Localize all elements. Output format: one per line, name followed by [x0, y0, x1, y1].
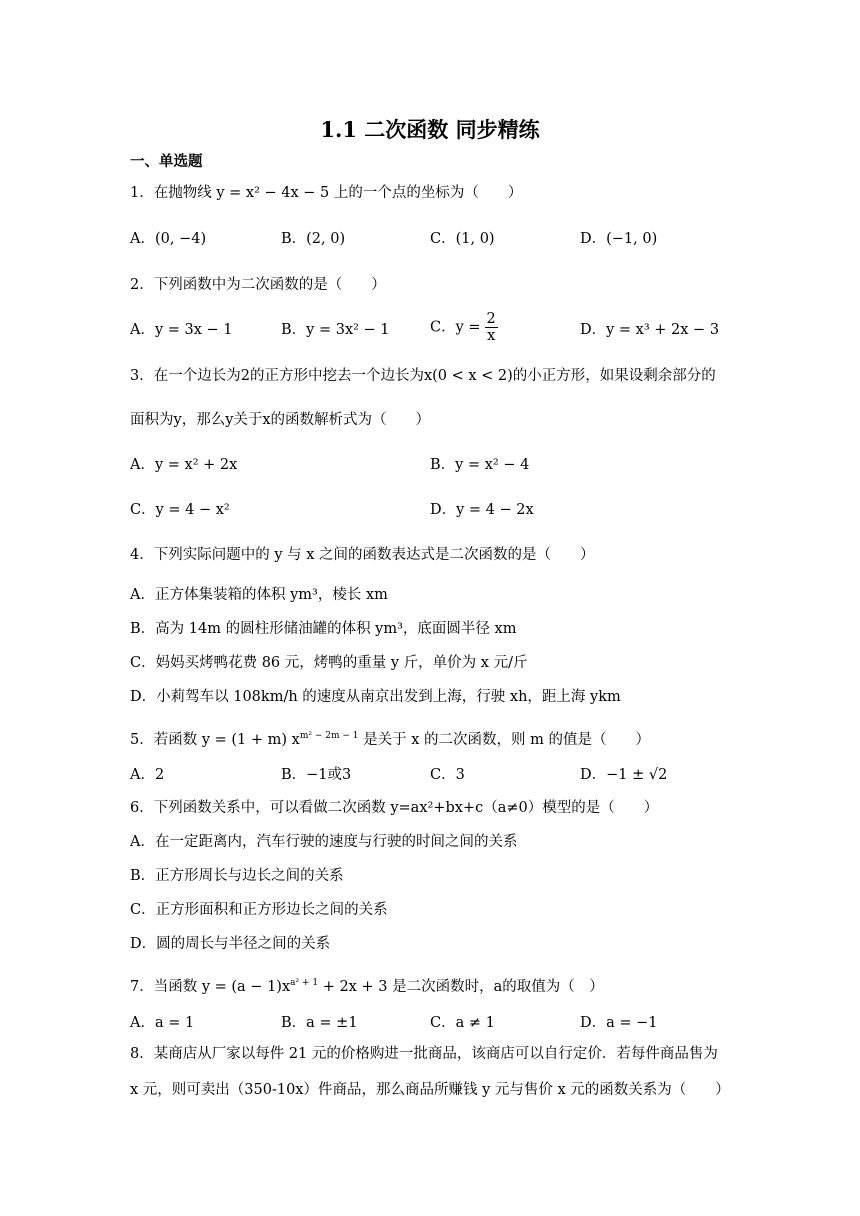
question-7-stem — [130, 973, 604, 997]
q2-option-c-prefix: C．y = — [430, 319, 481, 336]
q3-option-c: C．y = 4 − x² — [130, 502, 230, 518]
q7-stem-post: + 2x + 3 是二次函数时，a的取值为（ ） — [318, 978, 604, 995]
q5-stem-pre: 5．若函数 y = (1 + m) x — [130, 731, 300, 748]
q6-option-a: A．在一定距离内，汽车行驶的速度与行驶的时间之间的关系 — [130, 834, 518, 850]
q4-option-c: C．妈妈买烤鸭花费 86 元，烤鸭的重量 y 斤，单价为 x 元/斤 — [130, 655, 528, 671]
question-2-stem: 2．下列函数中为二次函数的是（ ） — [130, 277, 386, 293]
q5-stem-exponent: m² − 2m − 1 — [299, 731, 359, 741]
q2-option-c — [430, 311, 498, 344]
q7-option-b: B．a = ±1 — [281, 1015, 358, 1031]
q6-option-d: D．圆的周长与半径之间的关系 — [130, 936, 331, 952]
q1-option-d: D．(−1, 0) — [580, 231, 658, 247]
q5-option-c: C．3 — [430, 767, 465, 783]
q2-option-c-numerator: 2 — [486, 311, 496, 327]
q2-option-d: D．y = x³ + 2x − 3 — [580, 322, 720, 338]
page-title: 1.1 二次函数 同步精练 — [320, 117, 540, 142]
question-3-stem-line2: 面积为y，那么y关于x的函数解析式为（ ） — [130, 412, 431, 428]
q7-stem-pre: 7．当函数 y = (a − 1)x — [130, 978, 291, 995]
q4-option-b: B．高为 14m 的圆柱形储油罐的体积 ym³，底面圆半径 xm — [130, 621, 517, 637]
question-5-stem — [130, 726, 650, 750]
q6-option-c: C．正方形面积和正方形边长之间的关系 — [130, 902, 388, 918]
q1-option-a: A．(0, −4) — [130, 231, 207, 247]
q4-option-a: A．正方体集装箱的体积 ym³，棱长 xm — [130, 587, 388, 603]
q5-option-d: D．−1 ± √2 — [580, 767, 668, 783]
q7-option-a: A．a = 1 — [130, 1015, 195, 1031]
q6-option-b: B．正方形周长与边长之间的关系 — [130, 868, 344, 884]
q7-option-d: D．a = −1 — [580, 1015, 658, 1031]
q5-option-b: B．−1或3 — [281, 767, 352, 783]
q2-option-c-denominator: x — [487, 328, 496, 344]
q2-option-b: B．y = 3x² − 1 — [281, 322, 390, 338]
q3-option-a: A．y = x² + 2x — [130, 457, 238, 473]
question-6-stem: 6．下列函数关系中，可以看做二次函数 y=ax²+bx+c（a≠0）模型的是（ ） — [130, 800, 659, 816]
question-1-stem: 1．在抛物线 y = x² − 4x − 5 上的一个点的坐标为（ ） — [130, 185, 523, 201]
q5-option-a: A．2 — [130, 767, 165, 783]
q5-stem-post: 是关于 x 的二次函数，则 m 的值是（ ） — [358, 731, 650, 748]
q7-option-c: C．a ≠ 1 — [430, 1015, 495, 1031]
question-8-stem-line2: x 元，则可卖出（350-10x）件商品，那么商品所赚钱 y 元与售价 x 元的函数关系为（ ） — [130, 1082, 730, 1098]
question-3-stem-line1: 3．在一个边长为2的正方形中挖去一个边长为x(0 < x < 2)的小正方形，如果设剩余部分的 — [130, 368, 716, 384]
section-heading: 一、单选题 — [130, 153, 203, 170]
question-8-stem-line1: 8．某商店从厂家以每件 21 元的价格购进一批商品，该商店可以自行定价．若每件商品售为 — [130, 1046, 718, 1062]
q4-option-d: D．小莉驾车以 108km/h 的速度从南京出发到上海，行驶 xh，距上海 ykm — [130, 689, 621, 705]
q1-option-b: B．(2, 0) — [281, 231, 346, 247]
q2-option-c-fraction — [485, 311, 498, 344]
q3-option-d: D．y = 4 − 2x — [430, 502, 534, 518]
q7-stem-exponent: a² + 1 — [290, 978, 319, 988]
q2-option-a: A．y = 3x − 1 — [130, 322, 233, 338]
question-4-stem: 4．下列实际问题中的 y 与 x 之间的函数表达式是二次函数的是（ ） — [130, 547, 595, 563]
q3-option-b: B．y = x² − 4 — [430, 457, 530, 473]
q1-option-c: C．(1, 0) — [430, 231, 495, 247]
